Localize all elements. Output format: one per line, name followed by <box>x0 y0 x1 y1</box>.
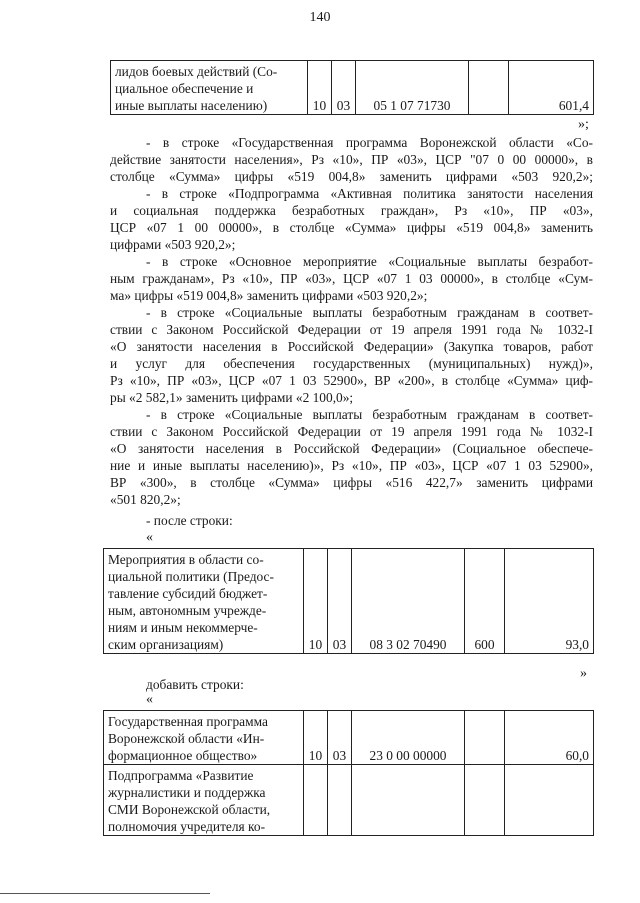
page-number: 140 <box>309 10 331 25</box>
row-name-line: Воронежской области «Ин- <box>108 731 265 746</box>
closing-quote: » <box>580 666 587 681</box>
csr-cell: 05 1 07 71730 <box>356 61 469 115</box>
table-row <box>104 711 594 765</box>
sum-cell <box>505 765 594 836</box>
pr-cell: 03 <box>332 61 356 115</box>
paragraph-line: ствии с Законом Российской Федерации от 19 апреля 1991 года № 1032-I <box>110 322 593 337</box>
row-name-line: циальной политики (Предос- <box>108 569 274 584</box>
paragraph-line: ры «2 582,1» заменить цифрами «2 100,0»; <box>110 390 354 405</box>
paragraph-line: Рз «10», ПР «03», ЦСР «07 1 03 52900», ВР «200», в столбце «Сумма» циф- <box>110 373 593 388</box>
footer-divider <box>0 893 210 894</box>
budget-table-new-rows <box>103 710 594 836</box>
row-name-line: ным, автономным учрежде- <box>108 603 267 618</box>
paragraph-line: - в строке «Социальные выплаты безработным гражданам в соответ- <box>146 305 593 320</box>
paragraph-line: ма» цифры «519 004,8» заменить цифрами «503 920,2»; <box>110 288 428 303</box>
row-name-line: формационное общество» <box>108 748 258 763</box>
amendment-paragraph <box>110 304 593 406</box>
row-name-line: иные выплаты населению) <box>115 98 268 113</box>
row-name-cell <box>104 765 304 836</box>
paragraph-line: «501 820,2»; <box>110 492 181 507</box>
vr-cell <box>469 61 509 115</box>
row-name-line: Мероприятия в области со- <box>108 552 264 567</box>
paragraph-line: - в строке «Основное мероприятие «Социальные выплаты безработ- <box>146 254 593 269</box>
row-name-line: Подпрограмма «Развитие <box>108 768 254 783</box>
budget-table-after-row <box>103 548 594 654</box>
paragraph-line: ЦСР «07 1 00 00000», в столбце «Сумма» цифры «519 004,8» заменить <box>110 220 593 235</box>
paragraph-line: - в строке «Социальные выплаты безработным гражданам в соответ- <box>146 407 593 422</box>
paragraph-line: «О занятости населения в Российской Федерации» (Социальное обеспече- <box>110 441 593 456</box>
paragraph-line: и услуг для обеспечения государственных (муниципальных) нужд)», <box>110 356 593 371</box>
row-name-line: тавление субсидий бюджет- <box>108 586 268 601</box>
row-name-cell <box>104 549 304 654</box>
paragraph-line: цифрами «503 920,2»; <box>110 237 236 252</box>
paragraph-line: действие занятости населения», Рз «10», ПР «03», ЦСР "07 0 00 00000», в <box>110 152 593 167</box>
csr-cell: 23 0 00 00000 <box>352 711 465 765</box>
csr-cell <box>352 765 465 836</box>
closing-quote: »; <box>578 117 589 132</box>
sum-cell: 601,4 <box>509 61 594 115</box>
add-rows-label: добавить строки: <box>146 677 244 692</box>
sum-cell: 60,0 <box>505 711 594 765</box>
vr-cell <box>465 711 505 765</box>
rz-cell <box>304 765 328 836</box>
amendment-paragraph <box>110 253 593 304</box>
row-name-line: журналистики и поддержка <box>108 785 266 800</box>
row-name-line: циальное обеспечение и <box>115 81 254 96</box>
paragraph-line: ствии с Законом Российской Федерации от 19 апреля 1991 года № 1032-I <box>110 424 593 439</box>
row-name-line: ниям и иным некоммерче- <box>108 620 258 635</box>
row-name-line: полномочия учредителя ко- <box>108 819 266 834</box>
row-name-line: СМИ Воронежской области, <box>108 802 271 817</box>
paragraph-line: столбце «Сумма» цифры «519 004,8» заменить цифрами «503 920,2»; <box>110 169 593 184</box>
pr-cell: 03 <box>328 711 352 765</box>
row-name-line: Государственная программа <box>108 714 268 729</box>
paragraph-line: ВР «300», в столбце «Сумма» цифры «516 422,7» заменить цифрами <box>110 475 593 490</box>
rz-cell: 10 <box>304 711 328 765</box>
row-name-cell <box>111 61 308 115</box>
row-name-line: лидов боевых действий (Со- <box>115 64 278 79</box>
vr-cell: 600 <box>465 549 505 654</box>
row-name-line: ским организациям) <box>108 637 224 652</box>
rz-cell: 10 <box>304 549 328 654</box>
csr-cell: 08 3 02 70490 <box>352 549 465 654</box>
after-row-label: - после строки: <box>146 513 233 528</box>
amendment-paragraph <box>110 185 593 253</box>
paragraph-line: ным гражданам», Рз «10», ПР «03», ЦСР «07 1 03 00000», в столбце «Сум- <box>110 271 593 286</box>
table-row <box>104 549 594 654</box>
amendment-paragraph <box>110 134 593 185</box>
budget-table-continued <box>110 60 594 115</box>
paragraph-line: ние и иные выплаты населению)», Рз «10», ПР «03», ЦСР «07 1 03 52900», <box>110 458 593 473</box>
pr-cell: 03 <box>328 549 352 654</box>
row-name-cell <box>104 711 304 765</box>
paragraph-line: «О занятости населения в Российской Федерации» (Закупка товаров, работ <box>110 339 593 354</box>
vr-cell <box>465 765 505 836</box>
pr-cell <box>328 765 352 836</box>
paragraph-line: - в строке «Государственная программа Воронежской области «Со- <box>146 135 593 150</box>
paragraph-line: и социальная поддержка безработных граждан», Рз «10», ПР «03», <box>110 203 593 218</box>
sum-cell: 93,0 <box>505 549 594 654</box>
table-row <box>104 765 594 836</box>
amendment-paragraph <box>110 406 593 508</box>
opening-quote: « <box>146 530 153 545</box>
paragraph-line: - в строке «Подпрограмма «Активная политика занятости населения <box>146 186 593 201</box>
table-row <box>111 61 594 115</box>
opening-quote: « <box>146 692 153 707</box>
rz-cell: 10 <box>308 61 332 115</box>
